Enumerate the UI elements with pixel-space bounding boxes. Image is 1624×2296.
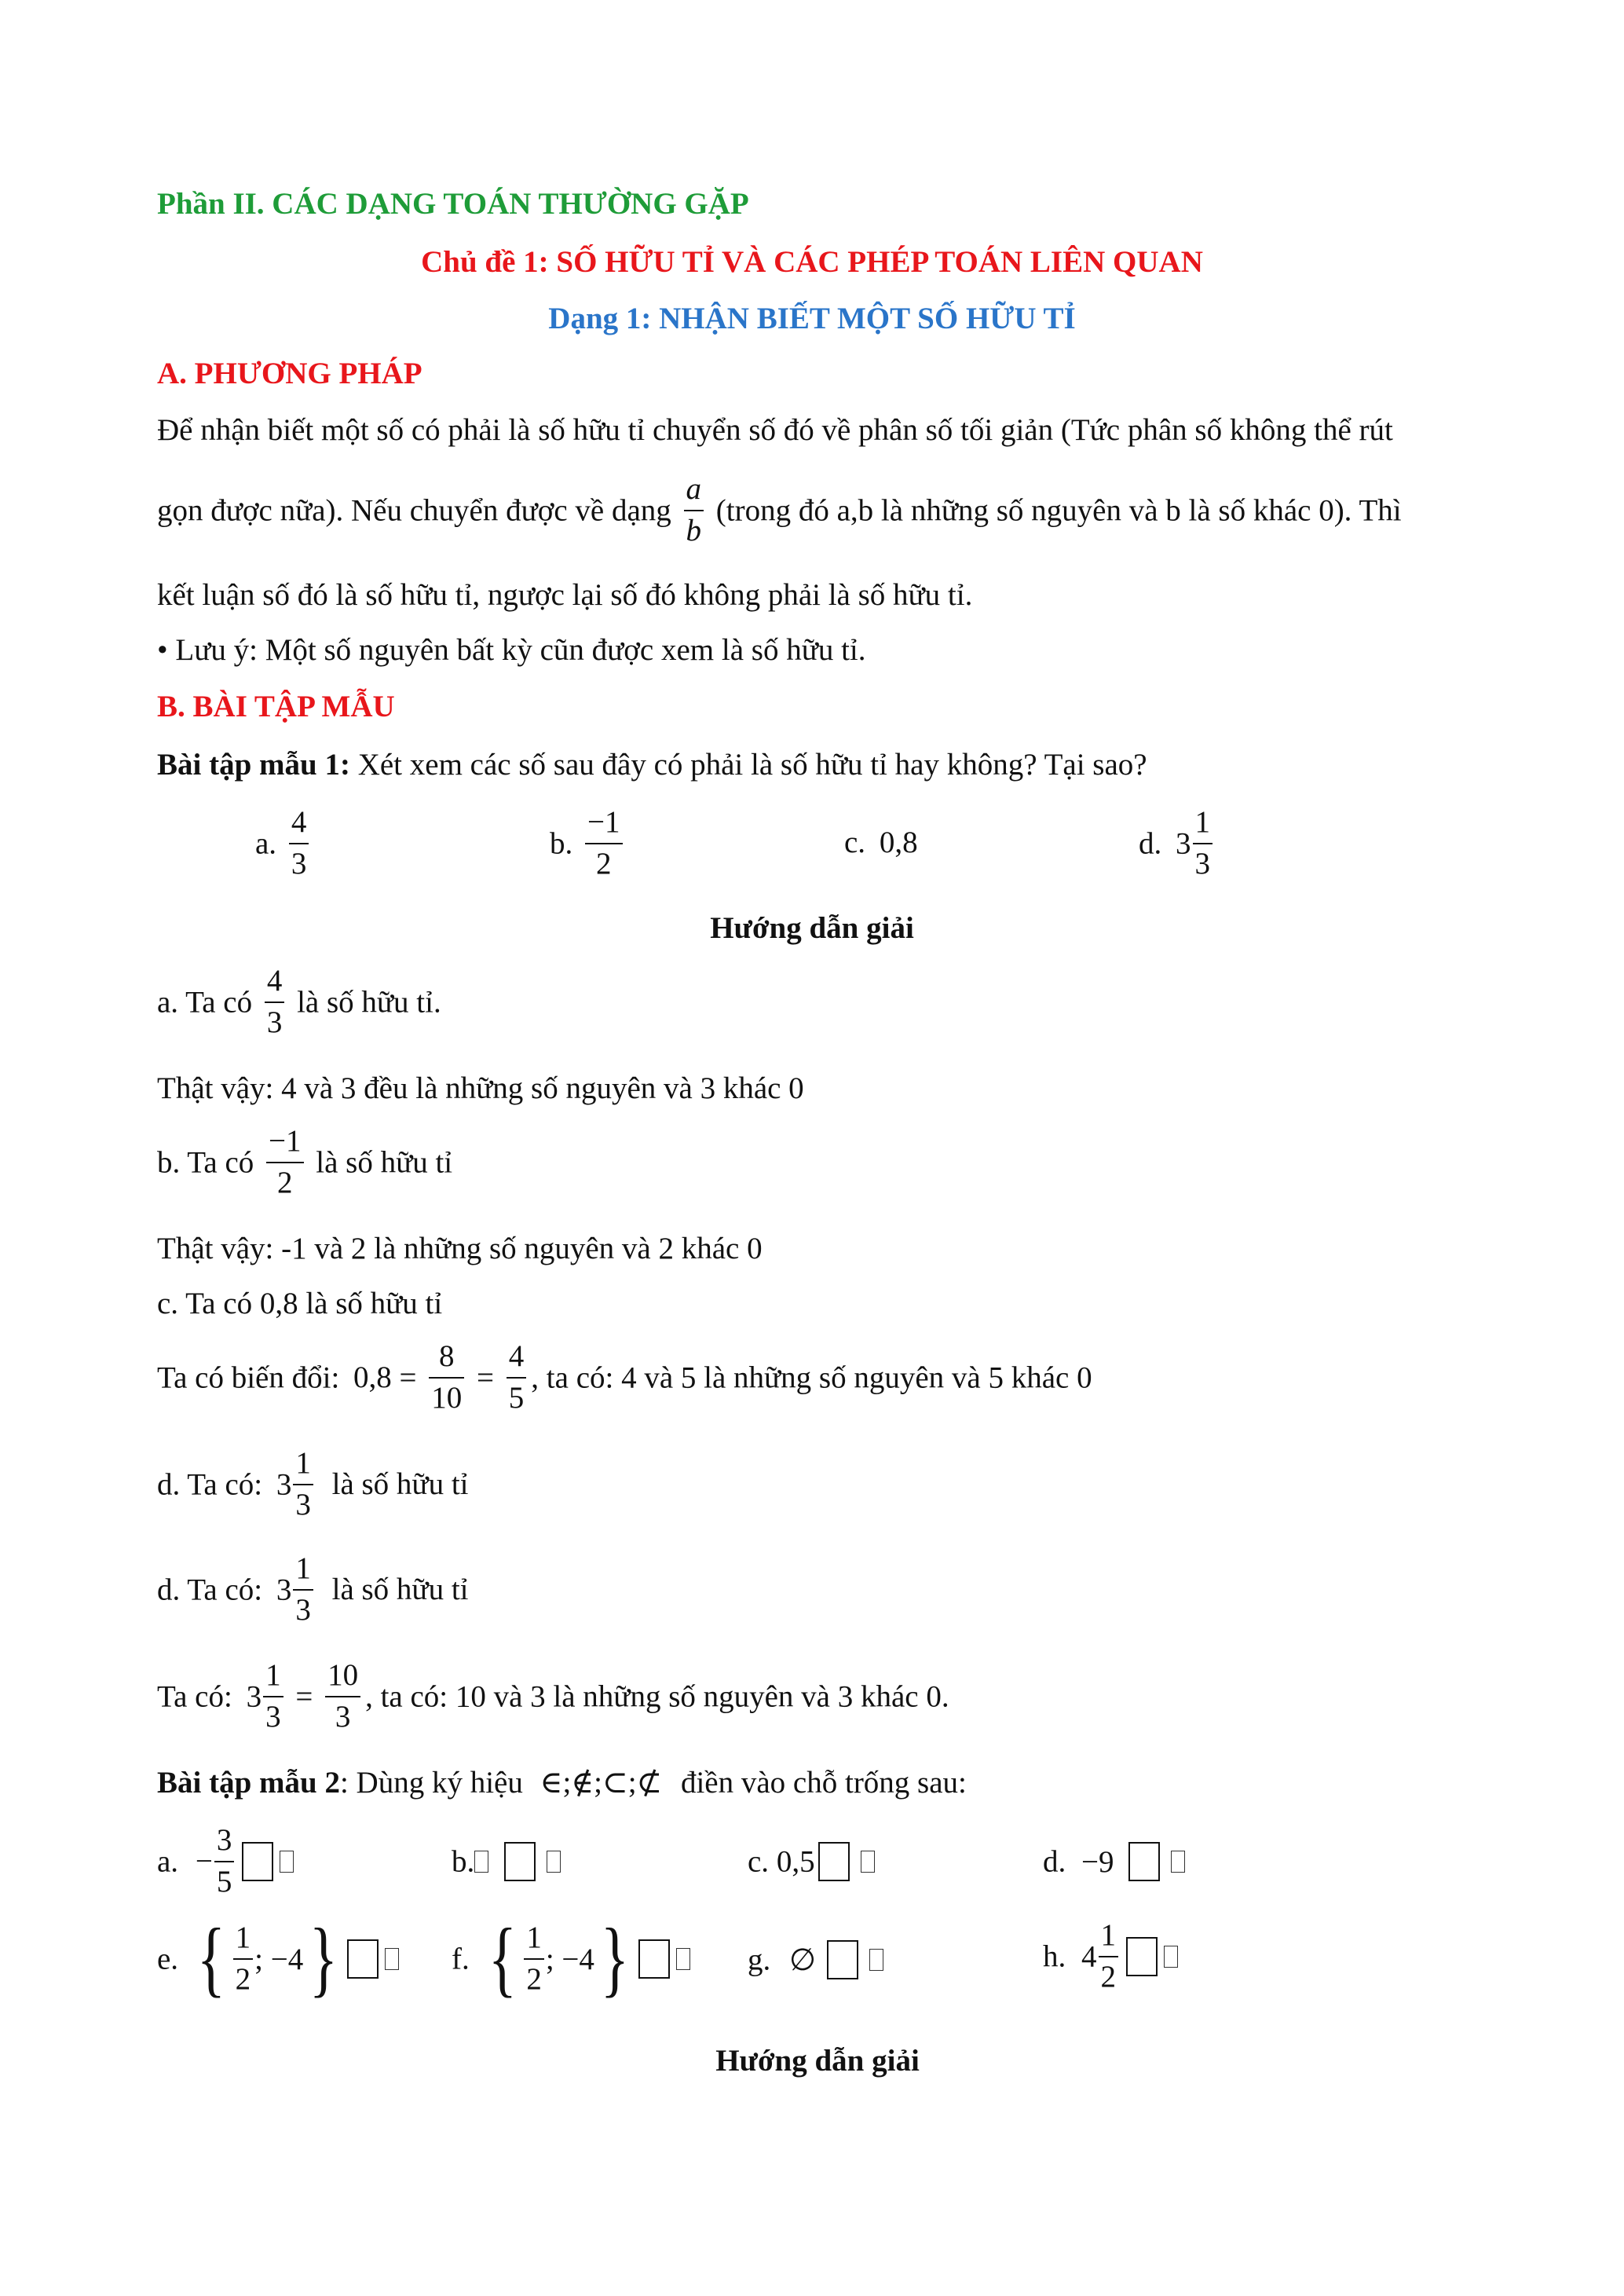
method-paragraph-line-3: kết luận số đó là số hữu tỉ, ngược lại số đó không phải là số hữu tỉ. [157, 578, 973, 612]
fraction-denominator: 3 [265, 1699, 281, 1734]
mixed-whole: 3 [1176, 826, 1191, 861]
exercise-1-option-c [844, 827, 918, 858]
fraction-denominator: b [686, 513, 702, 547]
exercise-2-item-c [748, 1842, 875, 1881]
fraction [214, 1824, 235, 1899]
solution-c-line: c. Ta có 0,8 là số hữu tỉ [157, 1287, 443, 1320]
fraction-numerator: 4 [265, 965, 285, 1003]
form-title: Dạng 1: NHẬN BIẾT MỘT SỐ HỮU TỈ [548, 302, 1076, 335]
exercise-2-symbols: ∈;∉;⊂;⊄ [540, 1766, 663, 1800]
equals-sign: = [399, 1360, 417, 1395]
fraction [266, 1125, 304, 1200]
fraction-numerator: 1 [1193, 806, 1213, 844]
fraction [325, 1659, 360, 1734]
item-label: d. [1043, 1844, 1066, 1879]
missing-glyph-icon [547, 1851, 561, 1873]
set-expression [482, 1912, 635, 2005]
exercise-2-question [157, 1767, 967, 1798]
section-b-heading: B. BÀI TẬP MẪU [157, 690, 395, 723]
answer-blank[interactable] [1128, 1842, 1160, 1881]
fraction-denominator: 5 [508, 1380, 525, 1415]
fraction [585, 806, 623, 881]
fraction-denominator: 3 [295, 1592, 311, 1627]
missing-glyph-icon [280, 1851, 294, 1873]
method-note: • Lưu ý: Một số nguyên bất kỳ cũn được xem là số hữu tỉ. [157, 633, 866, 667]
fraction-numerator: 10 [325, 1659, 360, 1697]
answer-blank[interactable] [347, 1939, 379, 1979]
missing-glyph-icon [1171, 1851, 1185, 1873]
missing-glyph-icon [861, 1851, 875, 1873]
option-label: c. [844, 826, 866, 859]
solution-text: a. Ta có [157, 985, 253, 1020]
fraction-numerator: 1 [233, 1921, 254, 1960]
solution-text: d. Ta có: [157, 1467, 263, 1502]
solution-text: là số hữu tỉ. [297, 985, 441, 1020]
answer-blank[interactable] [818, 1842, 850, 1881]
item-label: c. [748, 1844, 770, 1879]
part-title: Phần II. CÁC DẠNG TOÁN THƯỜNG GẶP [157, 187, 749, 221]
exercise-2-item-h [1043, 1919, 1178, 1994]
exercise-2-item-a [157, 1824, 294, 1899]
solution-b [157, 1125, 452, 1200]
equals-sign: = [295, 1679, 313, 1714]
missing-glyph-icon [474, 1851, 488, 1873]
solution-a-reason: Thật vậy: 4 và 3 đều là những số nguyên và 3 khác 0 [157, 1071, 804, 1105]
solution-e [157, 1659, 949, 1734]
solution-d-1 [157, 1447, 469, 1522]
exercise-2-item-f [452, 1912, 690, 2005]
fraction-numerator: 1 [524, 1921, 544, 1960]
fraction [289, 806, 309, 881]
method-paragraph-line-2 [157, 473, 1402, 548]
option-label: b. [550, 826, 573, 861]
fraction-denominator: 2 [235, 1962, 251, 1996]
exercise-1-label: Bài tập mẫu 1: [157, 748, 350, 782]
fraction [233, 1921, 254, 1997]
mixed-whole: 3 [276, 1573, 292, 1607]
fraction-denominator: 3 [291, 846, 307, 881]
solution-text: Ta có biến đổi: [157, 1360, 340, 1395]
fraction [293, 1552, 313, 1628]
close-brace: } [309, 1912, 338, 2005]
answer-blank[interactable] [827, 1940, 858, 1979]
answer-blank[interactable] [1126, 1937, 1158, 1976]
fraction [1193, 806, 1213, 881]
fraction-numerator: 1 [263, 1659, 283, 1697]
fraction-denominator: 3 [295, 1487, 311, 1522]
solution-a [157, 965, 441, 1040]
solution-value: 0,8 [353, 1360, 392, 1395]
exercise-1-option-d [1139, 806, 1217, 881]
exercise-2-item-g [748, 1940, 883, 1979]
solution-text: Ta có: [157, 1679, 232, 1714]
item-label: e. [157, 1942, 179, 1976]
fraction-numerator: 1 [293, 1552, 313, 1591]
solution-c-transform [157, 1340, 1092, 1415]
fraction-numerator: −1 [266, 1125, 304, 1163]
fraction-numerator: −1 [585, 806, 623, 844]
open-brace: { [196, 1912, 225, 2005]
mixed-number [276, 1552, 318, 1628]
fraction-denominator: 3 [1194, 846, 1210, 881]
fraction-numerator: 1 [293, 1447, 313, 1485]
mixed-number [1176, 806, 1217, 881]
answer-blank[interactable] [504, 1842, 536, 1881]
exercise-1-question [157, 749, 1147, 780]
set-tail: ; −4 [254, 1942, 304, 1976]
item-label: g. [748, 1943, 771, 1977]
fraction-denominator: 5 [216, 1864, 232, 1899]
exercise-2-item-b [452, 1842, 561, 1881]
answer-blank[interactable] [638, 1939, 670, 1979]
fraction-numerator: 4 [507, 1340, 527, 1379]
fraction-a-over-b [684, 473, 704, 548]
mixed-whole: 3 [246, 1679, 262, 1714]
fraction-denominator: 3 [335, 1699, 351, 1734]
exercise-1-option-b [550, 806, 627, 881]
exercise-1-solution-heading: Hướng dẫn giải [710, 911, 914, 945]
fraction [263, 1659, 283, 1734]
open-brace: { [488, 1912, 517, 2005]
option-label: d. [1139, 826, 1162, 861]
mixed-number [247, 1659, 288, 1734]
mixed-whole: 4 [1081, 1939, 1097, 1974]
item-label: b. [452, 1844, 475, 1879]
fraction-denominator: 2 [596, 846, 612, 881]
method-paragraph-line-1: Để nhận biết một số có phải là số hữu tỉ chuyển số đó về phân số tối giản (Tức phân số không thể rút [157, 413, 1393, 447]
equals-sign: = [477, 1360, 495, 1395]
exercise-2-solution-heading: Hướng dẫn giải [715, 2044, 920, 2078]
exercise-2-item-e [157, 1912, 399, 2005]
item-label: a. [157, 1844, 179, 1879]
fraction [429, 1340, 464, 1415]
fraction [293, 1447, 313, 1522]
fraction-denominator: 2 [1100, 1959, 1116, 1994]
fraction-numerator: a [684, 473, 704, 511]
fraction-denominator: 2 [526, 1962, 542, 1996]
solution-text: , ta có: 10 và 3 là những số nguyên và 3 khác 0. [365, 1679, 949, 1714]
empty-set-symbol: ∅ [789, 1943, 816, 1977]
option-value: 0,8 [879, 826, 918, 859]
method-text-before: gọn được nữa). Nếu chuyển được về dạng [157, 493, 671, 528]
item-label: f. [452, 1942, 470, 1976]
topic-title: Chủ đề 1: SỐ HỮU TỈ VÀ CÁC PHÉP TOÁN LIÊN QUAN [421, 245, 1203, 279]
item-value: 0,5 [776, 1844, 815, 1879]
solution-b-reason: Thật vậy: -1 và 2 là những số nguyên và 2 khác 0 [157, 1232, 763, 1265]
fraction [524, 1921, 544, 1997]
close-brace: } [600, 1912, 630, 2005]
exercise-1-text: Xét xem các số sau đây có phải là số hữu tỉ hay không? Tại sao? [349, 748, 1147, 782]
exercise-2-item-d [1043, 1842, 1185, 1881]
fraction-denominator: 3 [266, 1005, 283, 1039]
answer-blank[interactable] [242, 1842, 273, 1881]
option-label: a. [255, 826, 277, 861]
fraction-denominator: 2 [277, 1165, 293, 1199]
exercise-2-text-after: điền vào chỗ trống sau: [680, 1766, 967, 1800]
fraction-numerator: 4 [289, 806, 309, 844]
exercise-2-label: Bài tập mẫu 2 [157, 1766, 340, 1800]
fraction [265, 965, 285, 1040]
missing-glyph-icon [385, 1948, 399, 1970]
mixed-number [1081, 1919, 1123, 1994]
method-text-after: (trong đó a,b là những số nguyên và b là số khác 0). Thì [715, 493, 1402, 528]
mixed-whole: 3 [276, 1467, 292, 1502]
item-label: h. [1043, 1939, 1066, 1974]
fraction-numerator: 3 [214, 1824, 235, 1862]
solution-d-2 [157, 1552, 469, 1628]
solution-text: là số hữu tỉ [316, 1145, 453, 1180]
minus-sign: − [195, 1844, 213, 1879]
solution-text: là số hữu tỉ [331, 1467, 469, 1502]
set-tail: ; −4 [545, 1942, 594, 1976]
missing-glyph-icon [1164, 1946, 1178, 1968]
fraction [1099, 1919, 1119, 1994]
exercise-2-text: : Dùng ký hiệu [339, 1766, 523, 1800]
section-a-heading: A. PHƯƠNG PHÁP [157, 357, 422, 390]
fraction [507, 1340, 527, 1415]
solution-text: , ta có: 4 và 5 là những số nguyên và 5 khác 0 [531, 1360, 1092, 1395]
solution-text: d. Ta có: [157, 1573, 263, 1607]
fraction-numerator: 1 [1099, 1919, 1119, 1957]
fraction-denominator: 10 [431, 1380, 463, 1415]
exercise-1-option-a [255, 806, 313, 881]
fraction-numerator: 8 [429, 1340, 464, 1379]
solution-text: là số hữu tỉ [331, 1573, 469, 1607]
missing-glyph-icon [676, 1948, 690, 1970]
solution-text: b. Ta có [157, 1145, 254, 1180]
missing-glyph-icon [869, 1949, 883, 1971]
mixed-number [276, 1447, 318, 1522]
set-expression [191, 1912, 344, 2005]
item-value: −9 [1081, 1844, 1114, 1879]
